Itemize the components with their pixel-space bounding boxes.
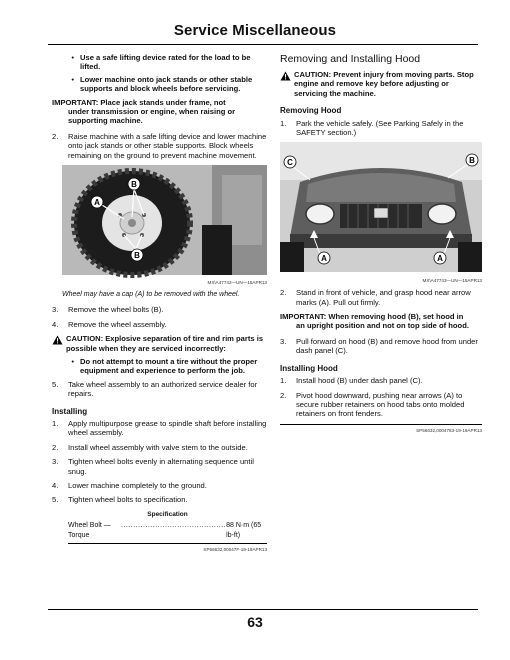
document-reference: SP56632,0004783-19-19APR13 bbox=[280, 424, 482, 435]
figure-reference: MX\A47743—UN—15APR13 bbox=[422, 277, 482, 283]
important-note: IMPORTANT: Place jack stands under frame, not under transmission or engine, when raising or supporting machine. bbox=[52, 97, 236, 126]
callout-a: A bbox=[437, 254, 443, 264]
callout-b: B bbox=[134, 251, 140, 261]
step-item: 1. Park the vehicle safely. (See Parking Safely in the SAFETY section.) bbox=[280, 118, 464, 138]
step-item: 2. Raise machine with a safe lifting device and lower machine onto jack stands or other stable supports. Block wheels remaining on the ground to prevent machine movement. bbox=[52, 131, 267, 160]
left-column bbox=[52, 53, 267, 554]
step-item: 4. Lower machine completely to the ground. bbox=[52, 480, 207, 490]
callout-b: B bbox=[131, 180, 137, 190]
important-note: IMPORTANT: When removing hood (B), set hood in an upright position and not on top side of hood. bbox=[280, 312, 469, 331]
spec-title: Specification bbox=[147, 510, 188, 518]
installing-hood-heading: Installing Hood bbox=[280, 363, 338, 373]
specification-block bbox=[52, 510, 267, 555]
page-title: Service Miscellaneous bbox=[173, 22, 337, 39]
callout-a: A bbox=[321, 254, 327, 264]
figure-reference: MX\A47742—UN—15APR13 bbox=[207, 280, 267, 286]
step-item: 4. Remove the wheel assembly. bbox=[52, 319, 167, 329]
caution-note: CAUTION: Explosive separation of tire and rim parts is possible when they are serviced incorrectly: bbox=[52, 334, 267, 353]
document-reference: SP56632,00047F-19-19APR13 bbox=[68, 543, 267, 554]
page-number: 63 bbox=[247, 614, 263, 630]
list-item: • Do not attempt to mount a tire without the proper equipment and experience to perform the job. bbox=[71, 356, 258, 376]
caution-note: CAUTION: Prevent injury from moving parts. Stop engine and remove key before adjusting or servicing the machine. bbox=[280, 70, 482, 98]
step-item: 3. Tighten wheel bolts evenly in alternating sequence until snug. bbox=[52, 457, 254, 476]
header-rule bbox=[48, 44, 478, 45]
callout-b: B bbox=[469, 156, 475, 166]
step-item: 3. Pull forward on hood (B) and remove hood from under dash panel (C). bbox=[280, 336, 478, 356]
removing-heading: Removing Hood bbox=[280, 106, 342, 116]
step-item: 2. Pivot hood downward, pushing near arrows (A) to secure rubber retainers on hood tabs onto molded retainers on front fenders. bbox=[280, 390, 465, 419]
hood-photo bbox=[280, 142, 482, 272]
figure-caption: Wheel may have a cap (A) to be removed with the wheel. bbox=[62, 290, 240, 298]
list-item: • Use a safe lifting device rated for the load to be lifted. bbox=[71, 53, 251, 72]
footer-rule bbox=[48, 609, 478, 610]
step-item: 3. Remove the wheel bolts (B). bbox=[52, 305, 164, 315]
list-item: • Lower machine onto jack stands or other stable supports and block wheels before servicing. bbox=[71, 74, 253, 94]
callout-c: C bbox=[287, 158, 293, 168]
step-item: 2. Install wheel assembly with valve stem to the outside. bbox=[52, 442, 248, 452]
warning-triangle-icon bbox=[280, 70, 294, 98]
wheel-figure bbox=[62, 165, 267, 277]
warning-triangle-icon bbox=[52, 334, 66, 353]
section-heading: Removing and Installing Hood bbox=[280, 53, 421, 65]
step-item: 2. Stand in front of vehicle, and grasp hood near arrow marks (A). Pull out firmly. bbox=[280, 288, 471, 307]
step-item: 5. Tighten wheel bolts to specification. bbox=[52, 495, 188, 505]
step-item: 5. Take wheel assembly to an authorized service dealer for repairs. bbox=[52, 379, 258, 399]
hood-figure bbox=[280, 142, 482, 274]
right-column bbox=[280, 53, 482, 435]
spec-row: Wheel Bolt — Torque ........................................... 88 N·m (65 lb-ft) bbox=[68, 522, 262, 539]
callout-a: A bbox=[94, 198, 100, 208]
step-item: 1. Install hood (B) under dash panel (C). bbox=[280, 376, 423, 386]
wheel-photo bbox=[62, 165, 267, 275]
installing-heading: Installing bbox=[52, 406, 88, 416]
step-item: 1. Apply multipurpose grease to spindle shaft before installing wheel assembly. bbox=[52, 418, 267, 438]
